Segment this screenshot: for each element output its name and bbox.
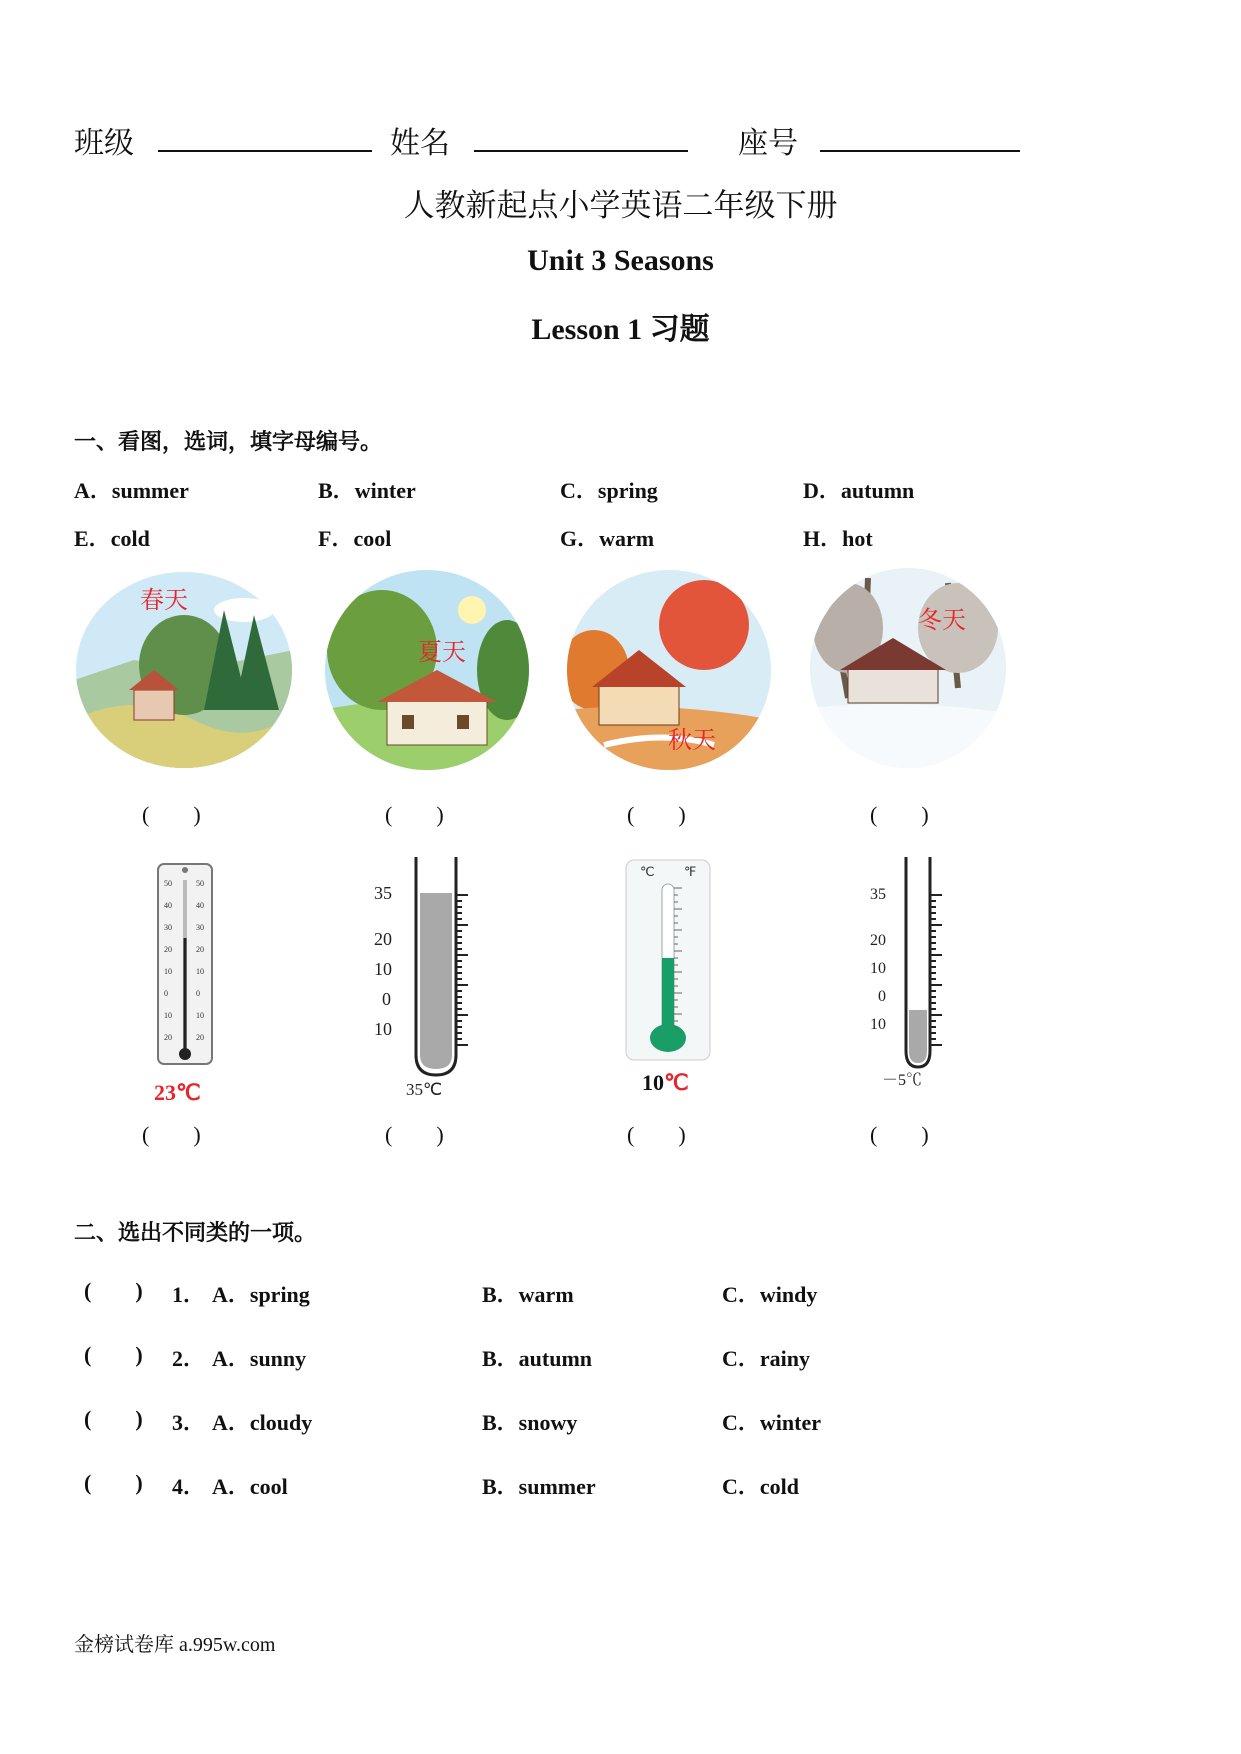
question-2-option-b: B．autumn <box>482 1346 593 1371</box>
option-h: H．hot <box>803 526 873 551</box>
thermometer-10c-caption: 10℃ <box>642 1070 689 1095</box>
answer-blank-thermo-1[interactable]: ( ) <box>142 1122 201 1147</box>
section-2-heading: 二、选出不同类的一项。 <box>74 1220 317 1246</box>
thermometer-35c <box>368 855 478 1105</box>
celsius-label: ℃ <box>640 864 655 879</box>
answer-blank-summer[interactable]: ( ) <box>385 802 444 827</box>
scale-label: 10 <box>164 967 172 976</box>
option-b: B．winter <box>318 478 416 503</box>
question-2-number: 2． <box>172 1346 206 1371</box>
question-1-option-c: C．windy <box>722 1282 818 1307</box>
answer-blank-thermo-2[interactable]: ( ) <box>385 1122 444 1147</box>
option-e: E．cold <box>74 526 150 551</box>
scale-label: 50 <box>164 879 172 888</box>
unit-title: Unit 3 Seasons <box>527 244 714 277</box>
summer-label: 夏天 <box>418 640 466 666</box>
name-blank[interactable] <box>474 150 688 152</box>
answer-blank-autumn[interactable]: ( ) <box>627 802 686 827</box>
question-1-option-b: B．warm <box>482 1282 574 1307</box>
scale-label: 20 <box>164 1033 172 1042</box>
spring-picture <box>74 570 294 780</box>
question-2-blank[interactable]: ( ) <box>84 1342 143 1367</box>
question-3-number: 3． <box>172 1410 206 1435</box>
option-a: A．summer <box>74 478 189 503</box>
thermometer-minus5c-caption: －5℃ <box>882 1072 923 1089</box>
section-1-heading: 一、看图，选词，填字母编号。 <box>74 429 383 455</box>
thermometer-10c <box>618 858 718 1098</box>
scale-label: 20 <box>196 1033 204 1042</box>
question-1-option-a: A．spring <box>212 1282 310 1307</box>
autumn-label: 秋天 <box>668 728 716 754</box>
answer-blank-thermo-4[interactable]: ( ) <box>870 1122 929 1147</box>
scale-label: 30 <box>196 923 204 932</box>
scale-label: 10 <box>196 967 204 976</box>
question-3-option-a: A．cloudy <box>212 1410 313 1435</box>
option-g: G．warm <box>560 526 655 551</box>
seat-label: 座号 <box>738 126 798 161</box>
scale-label: 0 <box>196 989 200 998</box>
question-4-option-b: B．summer <box>482 1474 596 1499</box>
tick-label: 10 <box>374 1019 392 1039</box>
answer-blank-thermo-3[interactable]: ( ) <box>627 1122 686 1147</box>
question-3-blank[interactable]: ( ) <box>84 1406 143 1431</box>
option-d: D．autumn <box>803 478 915 503</box>
tick-label: 35 <box>870 886 886 903</box>
scale-label: 50 <box>196 879 204 888</box>
winter-picture <box>808 568 1008 778</box>
scale-label: 0 <box>164 989 168 998</box>
answer-blank-spring[interactable]: ( ) <box>142 802 201 827</box>
autumn-picture <box>564 570 774 780</box>
tick-label: 20 <box>870 932 886 949</box>
book-title: 人教新起点小学英语二年级下册 <box>403 188 838 224</box>
name-label: 姓名 <box>390 126 450 161</box>
scale-label: 40 <box>164 901 172 910</box>
question-4-option-c: C．cold <box>722 1474 800 1499</box>
scale-label: 20 <box>164 945 172 954</box>
option-f: F．cool <box>318 526 392 551</box>
lesson-title: Lesson 1 习题 <box>531 313 710 346</box>
question-4-option-a: A．cool <box>212 1474 288 1499</box>
question-4-number: 4． <box>172 1474 206 1499</box>
thermometer-35c-caption: 35℃ <box>406 1080 443 1099</box>
scale-label: 40 <box>196 901 204 910</box>
seat-blank[interactable] <box>820 150 1020 152</box>
footer-source: 金榜试卷库 a.995w.com <box>74 1634 276 1656</box>
thermometer-23c-caption: 23℃ <box>154 1080 201 1105</box>
question-2-option-c: C．rainy <box>722 1346 811 1371</box>
tick-label: 10 <box>870 1016 886 1033</box>
tick-label: 0 <box>382 989 391 1009</box>
class-blank[interactable] <box>158 150 372 152</box>
question-3-option-b: B．snowy <box>482 1410 578 1435</box>
answer-blank-winter[interactable]: ( ) <box>870 802 929 827</box>
tick-label: 0 <box>878 988 886 1005</box>
winter-label: 冬天 <box>918 608 966 634</box>
question-1-number: 1． <box>172 1282 206 1307</box>
class-label: 班级 <box>74 126 134 161</box>
thermometer-23c <box>150 858 220 1110</box>
question-1-blank[interactable]: ( ) <box>84 1278 143 1303</box>
scale-label: 10 <box>164 1011 172 1020</box>
fahrenheit-label: ℉ <box>684 864 697 879</box>
tick-label: 10 <box>374 959 392 979</box>
tick-label: 10 <box>870 960 886 977</box>
tick-label: 35 <box>374 883 392 903</box>
thermometer-minus5c <box>860 855 970 1095</box>
scale-label: 20 <box>196 945 204 954</box>
tick-label: 20 <box>374 929 392 949</box>
question-4-blank[interactable]: ( ) <box>84 1470 143 1495</box>
spring-label: 春天 <box>140 588 188 614</box>
option-c: C．spring <box>560 478 658 503</box>
summer-picture <box>322 570 532 780</box>
scale-label: 30 <box>164 923 172 932</box>
question-3-option-c: C．winter <box>722 1410 821 1435</box>
scale-label: 10 <box>196 1011 204 1020</box>
question-2-option-a: A．sunny <box>212 1346 307 1371</box>
